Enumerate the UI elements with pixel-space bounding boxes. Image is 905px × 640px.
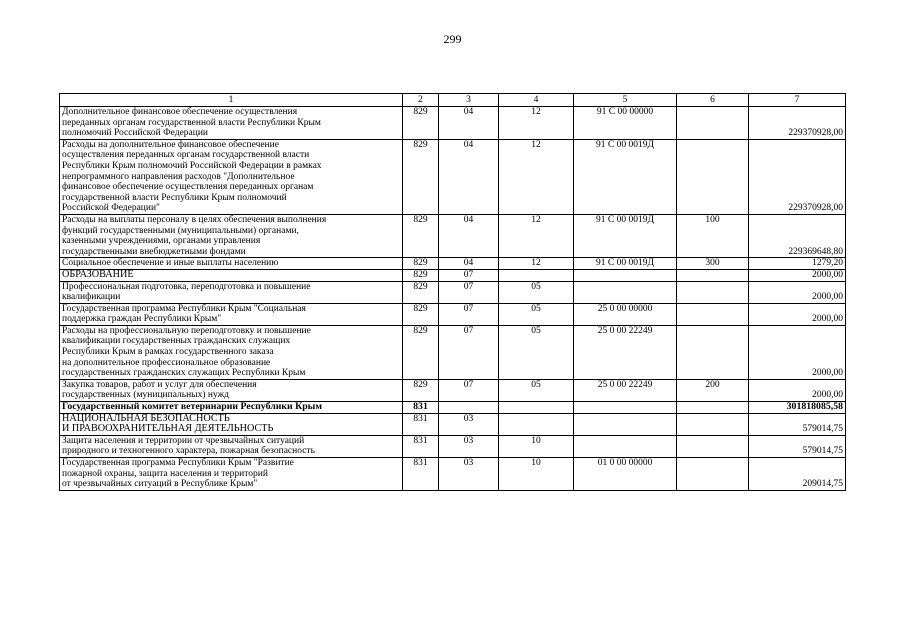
expense-type-code — [677, 139, 749, 214]
row-name-line: Защита населения и территории от чрезвычайных ситуаций — [62, 435, 305, 446]
section-code: 04 — [439, 258, 499, 270]
expense-type-code — [677, 458, 749, 491]
amount: 2000,00 — [749, 269, 846, 281]
subsection-code: 12 — [499, 214, 574, 257]
row-name-line: переданных органам государственной власти Республики Крым — [62, 117, 321, 128]
subsection-code: 05 — [499, 379, 574, 401]
section-code: 07 — [439, 325, 499, 379]
column-header-7: 7 — [749, 94, 846, 107]
row-name — [60, 214, 403, 257]
table-body — [60, 107, 846, 491]
row-name-line: функций государственными (муниципальными) органами, — [62, 225, 299, 236]
target-item-code: 25 0 00 22249 — [574, 325, 677, 379]
amount: 579014,75 — [749, 413, 846, 435]
amount: 229369648,80 — [749, 214, 846, 257]
column-header-4: 4 — [499, 94, 574, 107]
subsection-code: 12 — [499, 107, 574, 140]
target-item-code: 91 С 00 00000 — [574, 107, 677, 140]
row-name — [60, 413, 403, 435]
target-item-code: 91 С 00 0019Д — [574, 139, 677, 214]
row-name — [60, 303, 403, 325]
table-row — [60, 325, 846, 379]
row-name-line: поддержка граждан Республики Крым" — [62, 314, 222, 325]
row-name-line: казенными учреждениями, органами управления — [62, 236, 261, 247]
row-name-line: квалификации — [62, 292, 121, 303]
ved-code: 831 — [403, 413, 439, 435]
row-name-line: государственных (муниципальных) нужд — [62, 390, 229, 401]
subsection-code: 05 — [499, 325, 574, 379]
expense-type-code — [677, 281, 749, 303]
row-name-line: Расходы на профессиональную переподготовку и повышение — [62, 325, 311, 336]
expense-type-code: 300 — [677, 258, 749, 270]
target-item-code: 91 С 00 0019Д — [574, 214, 677, 257]
ved-code: 829 — [403, 379, 439, 401]
expense-type-code — [677, 413, 749, 435]
table-row — [60, 379, 846, 401]
ved-code: 831 — [403, 402, 439, 414]
amount: 1279,20 — [749, 258, 846, 270]
header-row — [60, 94, 846, 107]
row-name — [60, 325, 403, 379]
expense-type-code — [677, 303, 749, 325]
amount: 2000,00 — [749, 303, 846, 325]
row-name-line: Республики Крым в рамках государственного заказа — [62, 347, 274, 358]
row-name-line: Республики Крым полномочий Российской Федерации в рамках — [62, 160, 322, 171]
row-name-line: государственной власти Республики Крым полномочий — [62, 192, 287, 203]
ved-code: 829 — [403, 281, 439, 303]
row-name-line: Закупка товаров, работ и услуг для обеспечения — [62, 379, 257, 390]
ved-code: 829 — [403, 269, 439, 281]
target-item-code: 01 0 00 00000 — [574, 458, 677, 491]
table-row — [60, 258, 846, 270]
row-name — [60, 258, 403, 270]
target-item-code — [574, 281, 677, 303]
target-item-code: 25 0 00 22249 — [574, 379, 677, 401]
target-item-code: 91 С 00 0019Д — [574, 258, 677, 270]
amount: 2000,00 — [749, 325, 846, 379]
target-item-code: 25 0 00 00000 — [574, 303, 677, 325]
row-name-line: осуществления переданных органам государственной власти — [62, 150, 310, 161]
row-name-line: государственными внебюджетными фондами — [62, 246, 246, 257]
row-name-line: природного и техногенного характера, пожарная безопасность — [62, 446, 315, 457]
ved-code: 829 — [403, 107, 439, 140]
expense-type-code: 100 — [677, 214, 749, 257]
section-code: 07 — [439, 303, 499, 325]
table-row — [60, 303, 846, 325]
table-row — [60, 139, 846, 214]
amount: 229370928,00 — [749, 139, 846, 214]
target-item-code — [574, 413, 677, 435]
ved-code: 829 — [403, 139, 439, 214]
expense-type-code — [677, 269, 749, 281]
column-header-2: 2 — [403, 94, 439, 107]
amount: 2000,00 — [749, 281, 846, 303]
table-row — [60, 402, 846, 414]
row-name-line: Государственный комитет ветеринарии Республики Крым — [62, 401, 322, 413]
row-name-line: государственных гражданских служащих Республики Крым — [62, 368, 306, 379]
subsection-code: 05 — [499, 281, 574, 303]
target-item-code — [574, 435, 677, 457]
row-name-line: финансовое обеспечение осуществления переданных органам — [62, 182, 314, 193]
row-name-line: пожарной охраны, защита населения и территорий — [62, 468, 268, 479]
ved-code: 831 — [403, 458, 439, 491]
row-name-line: Расходы на дополнительное финансовое обеспечение — [62, 139, 279, 150]
amount: 2000,00 — [749, 379, 846, 401]
row-name-line: непрограммного направления расходов "Дополнительное — [62, 171, 295, 182]
row-name-line: И ПРАВООХРАНИТЕЛЬНАЯ ДЕЯТЕЛЬНОСТЬ — [62, 423, 274, 435]
row-name-line: ОБРАЗОВАНИЕ — [62, 268, 134, 280]
row-name-line: на дополнительное профессиональное образование — [62, 357, 271, 368]
section-code: 07 — [439, 379, 499, 401]
row-name — [60, 281, 403, 303]
row-name-line: Российской Федерации" — [62, 203, 160, 214]
subsection-code — [499, 269, 574, 281]
column-header-1: 1 — [60, 94, 403, 107]
row-name-line: Дополнительное финансовое обеспечение осуществления — [62, 107, 298, 117]
row-name — [60, 458, 403, 491]
budget-table — [59, 93, 846, 491]
expense-type-code — [677, 325, 749, 379]
expense-type-code — [677, 435, 749, 457]
table-row — [60, 413, 846, 435]
row-name-line: Государственная программа Республики Крым "Социальная — [62, 303, 306, 314]
amount: 301818085,58 — [749, 402, 846, 414]
row-name — [60, 107, 403, 140]
amount: 579014,75 — [749, 435, 846, 457]
section-code: 07 — [439, 281, 499, 303]
row-name-line: Профессиональная подготовка, переподготовка и повышение — [62, 281, 311, 292]
expense-type-code — [677, 402, 749, 414]
subsection-code: 12 — [499, 139, 574, 214]
table-row — [60, 281, 846, 303]
row-name-line: Социальное обеспечение и иные выплаты населению — [62, 258, 279, 269]
section-code: 03 — [439, 413, 499, 435]
row-name-line: НАЦИОНАЛЬНАЯ БЕЗОПАСНОСТЬ — [62, 412, 230, 424]
row-name — [60, 402, 403, 414]
table-row — [60, 269, 846, 281]
subsection-code — [499, 413, 574, 435]
column-header-6: 6 — [677, 94, 749, 107]
subsection-code: 12 — [499, 258, 574, 270]
ved-code: 829 — [403, 214, 439, 257]
subsection-code: 10 — [499, 458, 574, 491]
table-row — [60, 107, 846, 140]
row-name — [60, 379, 403, 401]
row-name-line: квалификации государственных гражданских служащих — [62, 336, 291, 347]
target-item-code — [574, 269, 677, 281]
section-code: 04 — [439, 139, 499, 214]
subsection-code — [499, 402, 574, 414]
subsection-code: 10 — [499, 435, 574, 457]
section-code — [439, 402, 499, 414]
ved-code: 829 — [403, 303, 439, 325]
section-code: 03 — [439, 435, 499, 457]
row-name — [60, 435, 403, 457]
amount: 229370928,00 — [749, 107, 846, 140]
ved-code: 829 — [403, 325, 439, 379]
section-code: 07 — [439, 269, 499, 281]
column-header-5: 5 — [574, 94, 677, 107]
subsection-code: 05 — [499, 303, 574, 325]
ved-code: 829 — [403, 258, 439, 270]
target-item-code — [574, 402, 677, 414]
table-row — [60, 435, 846, 457]
section-code: 04 — [439, 214, 499, 257]
page-number: 299 — [443, 32, 462, 46]
row-name-line: Расходы на выплаты персоналу в целях обеспечения выполнения — [62, 214, 327, 225]
expense-type-code — [677, 107, 749, 140]
row-name — [60, 139, 403, 214]
column-header-3: 3 — [439, 94, 499, 107]
row-name-line: от чрезвычайных ситуаций в Республике Крым" — [62, 479, 258, 490]
ved-code: 831 — [403, 435, 439, 457]
section-code: 03 — [439, 458, 499, 491]
row-name-line: полномочий Российской Федерации — [62, 128, 208, 139]
section-code: 04 — [439, 107, 499, 140]
table-row — [60, 458, 846, 491]
row-name-line: Государственная программа Республики Крым "Развитие — [62, 458, 294, 468]
amount: 209014,75 — [749, 458, 846, 491]
table-row — [60, 214, 846, 257]
row-name — [60, 269, 403, 281]
expense-type-code: 200 — [677, 379, 749, 401]
